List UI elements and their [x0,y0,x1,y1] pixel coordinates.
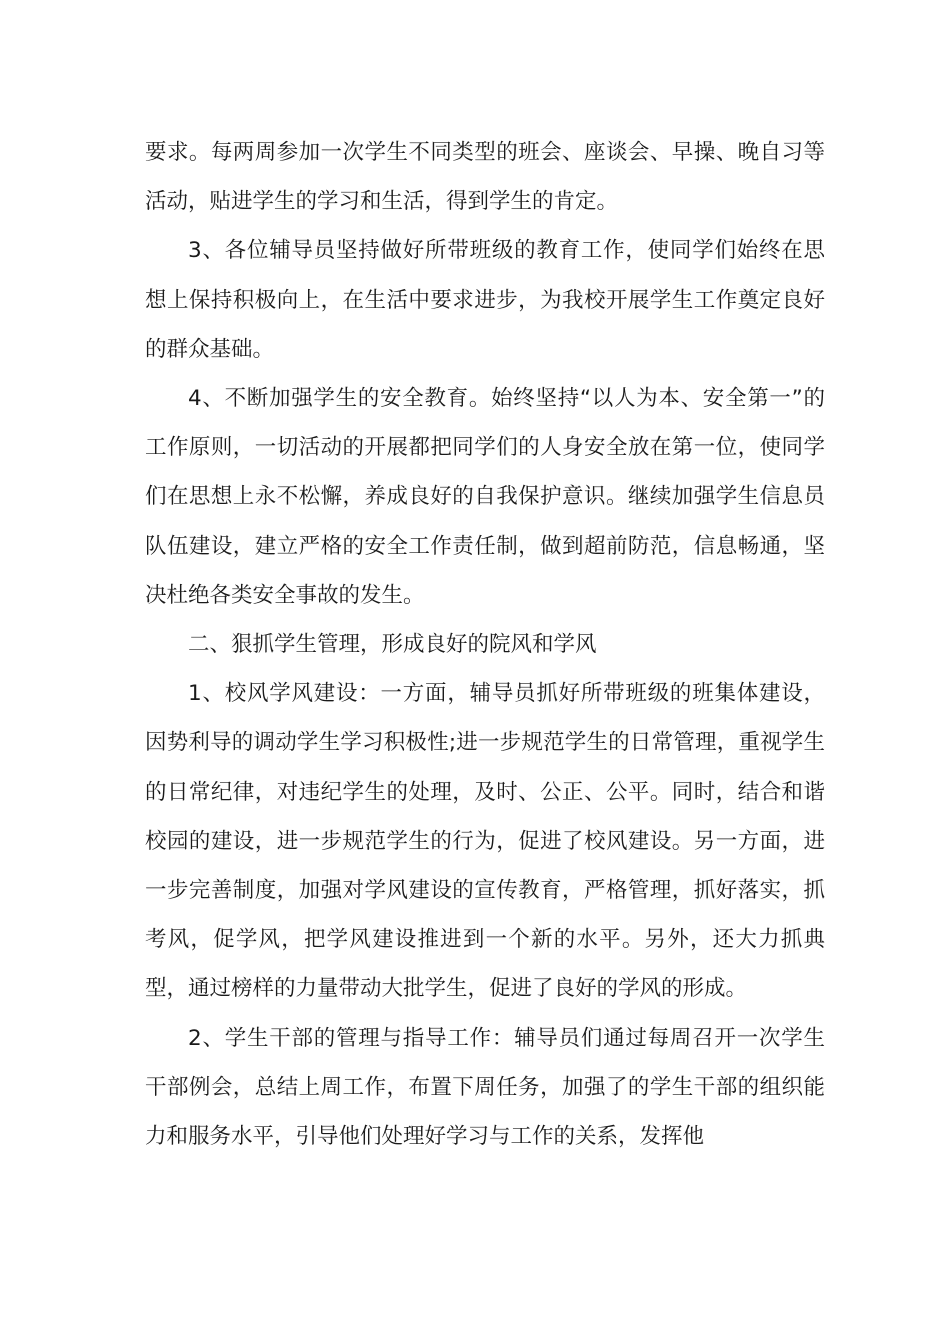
paragraph-item-4: 4、不断加强学生的安全教育。始终坚持“以人为本、安全第一”的工作原则，一切活动的开展都把同学们的人身安全放在第一位，使同学们在思想上永不松懈，养成良好的自我保护意识。继续加强学生信息员队伍建设，建立严格的安全工作责任制，做到超前防范，信息畅通，坚决杜绝各类安全事故的发生。 [145,386,825,608]
paragraph-item-3: 3、各位辅导员坚持做好所带班级的教育工作，使同学们始终在思想上保持积极向上，在生活中要求进步，为我校开展学生工作奠定良好的群众基础。 [145,238,825,362]
document-body [145,128,825,1161]
paragraph-item-2: 2、学生干部的管理与指导工作：辅导员们通过每周召开一次学生干部例会，总结上周工作，布置下周任务，加强了的学生干部的组织能力和服务水平，引导他们处理好学习与工作的关系，发挥他 [145,1025,825,1150]
paragraph-continuation: 要求。每两周参加一次学生不同类型的班会、座谈会、早操、晚自习等活动，贴进学生的学习和生活，得到学生的肯定。 [145,140,825,215]
section-heading-2: 二、狠抓学生管理，形成良好的院风和学风 [188,632,597,658]
paragraph-item-1: 1、校风学风建设：一方面，辅导员抓好所带班级的班集体建设，因势利导的调动学生学习积极性;进一步规范学生的日常管理，重视学生的日常纪律，对违纪学生的处理，及时、公正、公平。同时，结合和谐校园的建设，进一步规范学生的行为，促进了校风建设。另一方面，进一步完善制度，加强对学风建设的宣传教育，严格管理，抓好落实，抓考风，促学风，把学风建设推进到一个新的水平。另外，还大力抓典型，通过榜样的力量带动大批学生，促进了良好的学风的形成。 [145,681,825,1002]
